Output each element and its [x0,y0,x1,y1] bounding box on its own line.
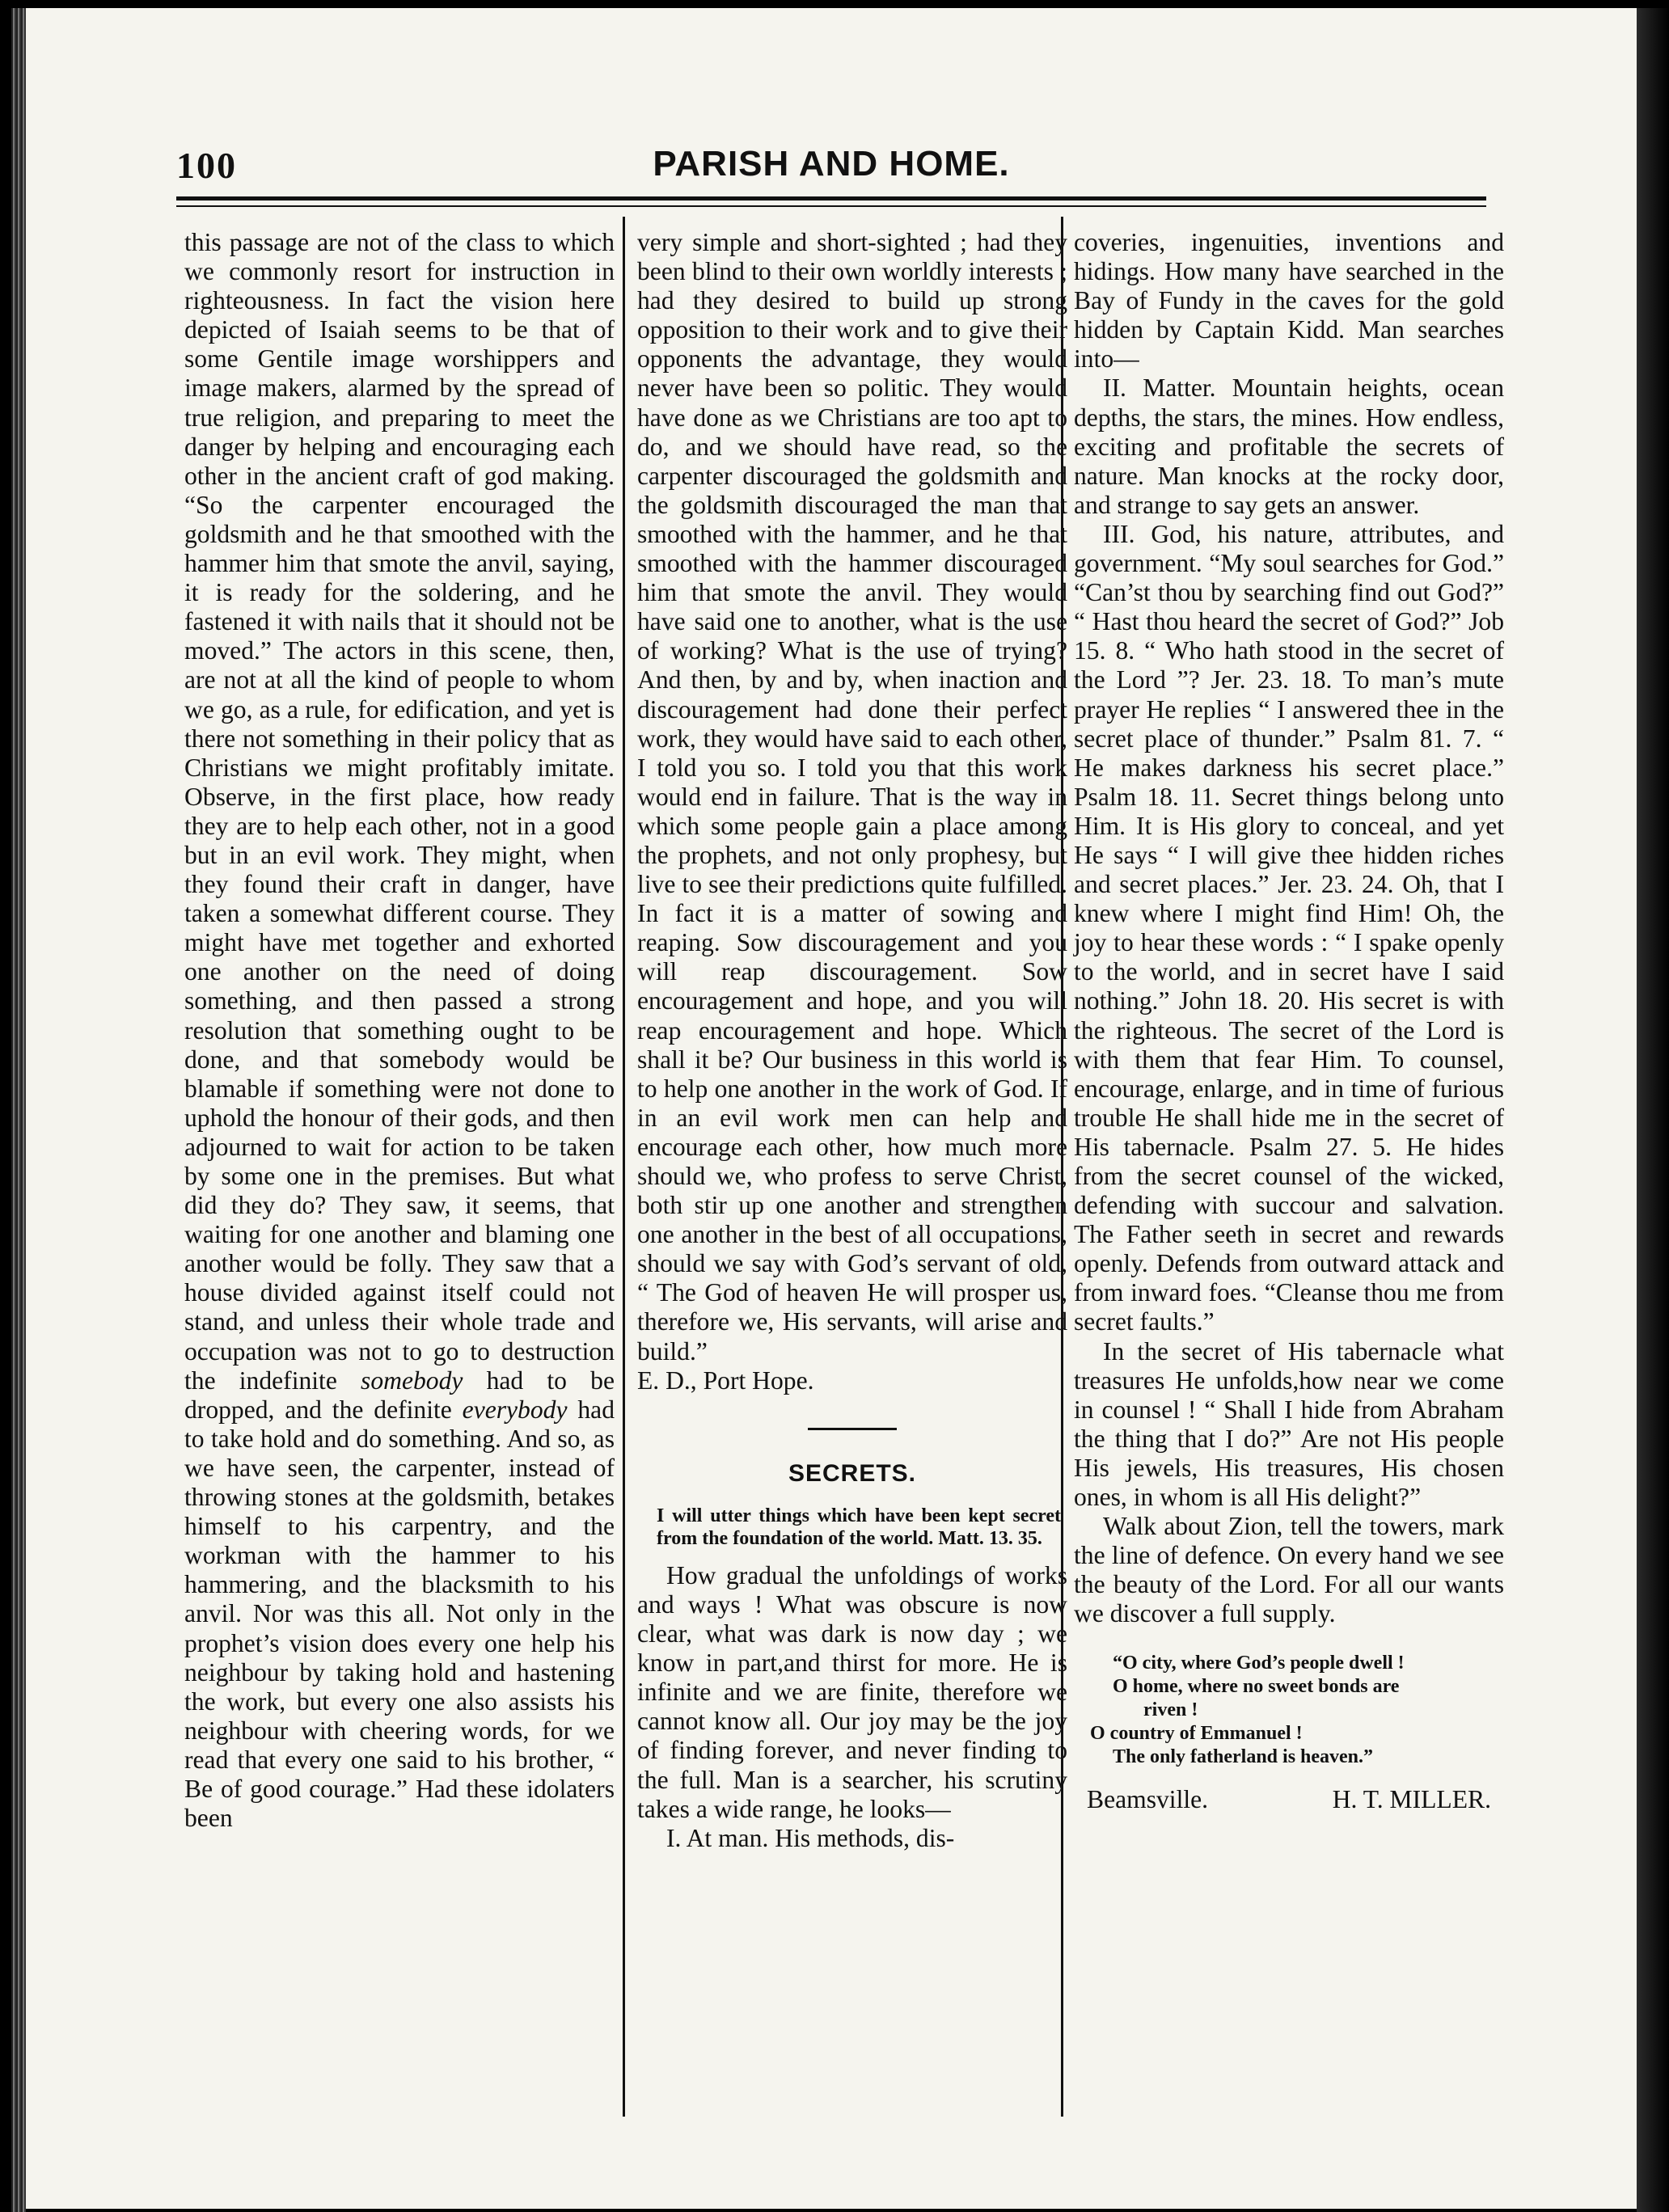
poem-quote [1090,1652,1504,1769]
poem-line: O country of Emmanuel ! [1090,1722,1303,1744]
author-signoff [1074,1785,1504,1814]
header-rule-thick [176,196,1486,201]
column-1 [184,228,615,1833]
poem-line: O home, where no sweet bonds are [1113,1675,1400,1697]
column-divider-1 [623,217,625,2117]
running-title: PARISH AND HOME. [653,144,1010,184]
body-paragraph: II. Matter. Mountain heights, ocean depths, the stars, the mines. How endless, exciting and profitable the secrets of nature. Man knocks at the rocky door, and strange to say gets an answer. [1074,374,1504,519]
scan-border-right [1637,8,1669,2212]
body-paragraph: III. God, his nature, attributes, and government. “My soul searches for God.” “Can’st thou by searching find out God?” “ Hast thou heard the secret of God?” Job 15. 8. “ Who hath stood in the secret of the Lord ”? Jer. 23. 18. To man’s mute prayer He replies “ I answered thee in the secret place of thunder.” Psalm 81. 7. “ He makes darkness his secret place.” Psalm 18. 11. Secret things belong unto Him. It is His glory to conceal, and yet He says “ I will give thee hidden riches and secret places.” Jer. 23. 24. Oh, that I knew where I might find Him! Oh, the joy to hear these words : “ I spake openly to the world, and in secret have I said nothing.” John 18. 20. His secret is with the righteous. The secret of the Lord is with them that fear Him. To counsel, encourage, enlarge, and in time of furious trouble He shall hide me in the secret of His tabernacle. Psalm 27. 5. He hides from the secret counsel of the wicked, defending with succour and salvation. The Father seeth in secret and rewards openly. Defends from outward attack and from inward foes. “Cleanse thou me from secret faults.” [1074,519,1504,1336]
body-paragraph: How gradual the unfoldings of works and ways ! What was obscure is now clear, what was dark is now day ; we know in part,and thirst for more. He is infinite and we are finite, therefore we cannot know all. Our joy may be the joy of finding forever, and never finding to the full. Man is a searcher, his scrutiny takes a wide range, he looks— [637,1560,1067,1823]
place-name: Beamsville. [1087,1784,1209,1813]
body-paragraph: I. At man. His methods, dis- [666,1823,955,1852]
italic-word: everybody [462,1395,568,1424]
section-heading: SECRETS. [788,1459,917,1487]
column-2 [637,228,1067,1853]
italic-word: somebody [361,1366,463,1395]
epigraph: I will utter things which have been kept secret from the foundation of the world. Matt. 13. 35. [657,1505,1061,1549]
body-paragraph: In the secret of His tabernacle what treasures He unfolds,how near we come in counsel ! “ Shall I hide from Abraham the thing that I do?” Are not His people His jewels, His treasures, His chosen ones, in whom is all His delight?” [1074,1336,1504,1512]
book-binding-edge [11,8,26,2212]
poem-line: riven ! [1143,1699,1198,1720]
article-signature: E. D., Port Hope. [637,1366,814,1395]
poem-line: The only fatherland is heaven.” [1113,1746,1374,1767]
body-paragraph: coveries, ingenuities, inventions and hidings. How many have searched in the Bay of Fundy in the caves for the gold hidden by Captain Kidd. Man searches into— [1074,228,1504,374]
section-separator [808,1428,897,1430]
article-continuation-paragraph: this passage are not of the class to which we commonly resort for instruction in righteousness. In fact the vision here depicted of Isaiah seems to be that of some Gentile image worshippers and image makers, alarmed by the spread of true religion, and preparing to meet the danger by helping and encouraging each other in the ancient craft of god making. “So the carpenter encouraged the goldsmith and he that smoothed with the hammer him that smote the anvil, saying, it is ready for the soldering, and he fastened it with nails that it should not be moved.” The actors in this scene, then, are not at all the kind of people to whom we go, as a rule, for edification, and yet is there not something in their policy that as Christians we might profitably imitate. Observe, in the first place, how ready they are to help each other, not in a good but in an evil work. They might, when they found their craft in danger, have taken a somewhat different course. They might have met together and exhorted one another on the need of doing something, and then passed a strong resolution that something ought to be done, and that somebody would be blamable if something were not done to uphold the honour of their gods, and then adjourned to wait for action to be taken by some one in the premises. But what did they do? They saw, it seems, that waiting for one another and blaming one another would be folly. They saw that a house divided against itself could not stand, and unless their whole trade and occupation was not to go to destruction the indefinite somebody had to be dropped, and the definite everybody had to take hold and do something. And so, as we have seen, the carpenter, instead of throwing stones at the goldsmith, betakes himself to his carpentry, and the workman with the hammer to his hammering, and the blacksmith to his anvil. Nor was this all. Not only in the prophet’s vision does every one help his neighbour by taking hold and hastening the work, but every one also assists his neighbour with cheering words, for we read that every one said to his brother, “ Be of good courage.” Had these idolaters been [184,228,615,1833]
header-rule-thin [176,205,1486,207]
poem-line: “O city, where God’s people dwell ! [1113,1652,1405,1674]
article-end-paragraph: very simple and short-sighted ; had they been blind to their own worldly interests ; had they desired to build up strong opposition to their work and to give their opponents the advantage, they would never have been so politic. They would have done as we Christians are too apt to do, and we should have read, so the carpenter discouraged the goldsmith and the goldsmith discouraged the man that smoothed with the hammer, and he that smoothed with the hammer discouraged him that smote the anvil. They would have said one to another, what is the use of working? What is the use of trying? And then, by and by, when inaction and discouragement had done their perfect work, they would have said to each other, I told you so. I told you that this work would end in failure. That is the way in which some people gain a place among the prophets, and not only prophesy, but live to see their predictions quite fulfilled. In fact it is a matter of sowing and reaping. Sow discouragement and you will reap discouragement. Sow encouragement and hope, and you will reap encouragement and hope. Which shall it be? Our business in this world is to help one another in the work of God. If in an evil work men can help and encourage each other, how much more should we, who profess to serve Christ, both stir up one another and strengthen one another in the best of all occupations, should we say with God’s servant of old, “ The God of heaven He will prosper us, therefore we, His servants, will arise and build.” [637,228,1067,1366]
column-3 [1074,228,1504,1814]
scan-border-top [0,0,1669,8]
author-name: H. T. MILLER. [1332,1784,1491,1813]
page-number: 100 [176,145,237,186]
page-header [176,144,1486,201]
body-paragraph: Walk about Zion, tell the towers, mark the line of defence. On every hand we see the beauty of the Lord. For all our wants we discover a full supply. [1074,1512,1504,1628]
